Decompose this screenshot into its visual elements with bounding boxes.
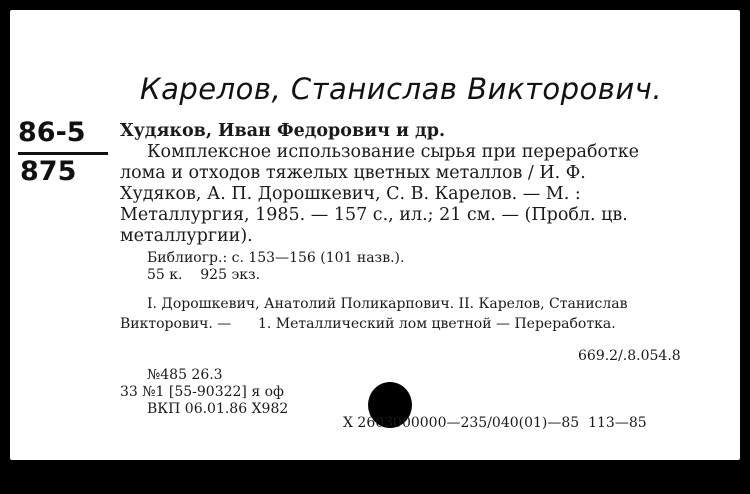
bibliography-note: Библиогр.: с. 153—156 (101 назв.). [147, 250, 405, 266]
record-line-2: 33 №1 [55-90322] я оф [120, 384, 284, 400]
catalog-card [10, 10, 740, 460]
footer-catalog-code: Х 2603000000—235/040(01)—85 113—85 [343, 415, 647, 431]
classification-code: 669.2/.8.054.8 [578, 348, 681, 364]
shelf-mark-divider [18, 152, 108, 155]
tracings-line-2: Викторович. — 1. Металлический лом цветной — Переработка. [120, 316, 616, 332]
tracings-line-1: I. Дорошкевич, Анатолий Поликарпович. II. Карелов, Станислав [147, 296, 628, 312]
body-line: Худяков, А. П. Дорошкевич, С. В. Карелов. — М. : [120, 184, 581, 204]
heading-author: Худяков, Иван Федорович и др. [120, 121, 446, 141]
shelf-mark-bottom: 875 [20, 156, 77, 187]
shelf-mark-top: 86-5 [18, 117, 86, 148]
price-and-run: 55 к. 925 экз. [147, 267, 261, 283]
body-line: Комплексное использование сырья при переработке [147, 142, 640, 162]
body-line: металлургии). [120, 226, 253, 246]
handwritten-author-name: Карелов, Станислав Викторович. [140, 72, 663, 106]
body-line: лома и отходов тяжелых цветных металлов / И. Ф. [120, 163, 586, 183]
record-line-3: ВКП 06.01.86 Х982 [147, 401, 289, 417]
record-line-1: №485 26.3 [147, 367, 223, 383]
body-line: Металлургия, 1985. — 157 с., ил.; 21 см. — (Пробл. цв. [120, 205, 628, 225]
